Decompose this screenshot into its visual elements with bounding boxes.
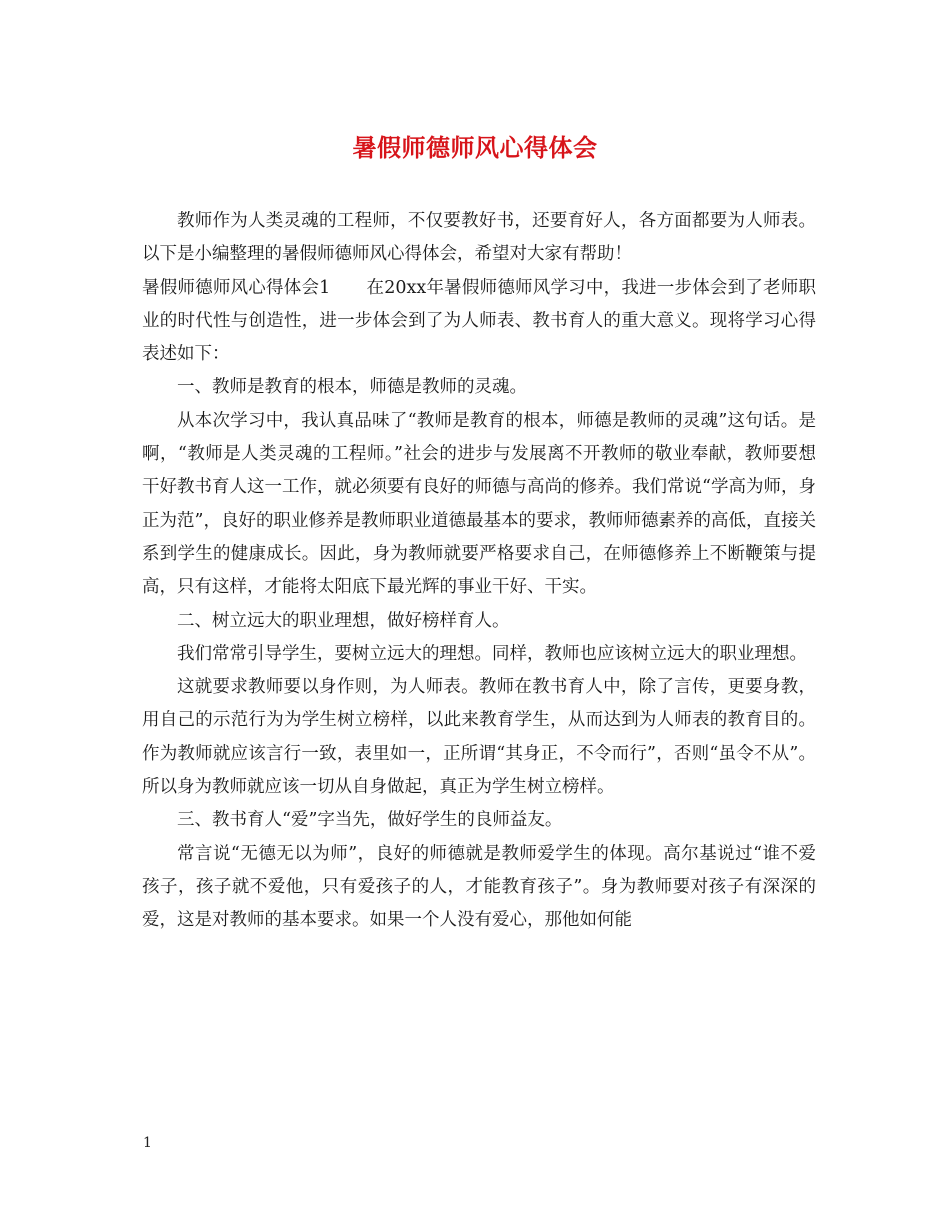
- section-body-2b: 这就要求教师要以身作则，为人师表。教师在教书育人中，除了言传，更要身教，用自己的示范行为为学生树立榜样，以此来教育学生，从而达到为人师表的教育目的。作为教师就应该言行一致，表里如一，正所谓“其身正，不令而行”，否则“虽令不从”。所以身为教师就应该一切从自身做起，真正为学生树立榜样。: [142, 677, 816, 798]
- intro-paragraph: 教师作为人类灵魂的工程师，不仅要教好书，还要育好人，各方面都要为人师表。以下是小编整理的暑假师德师风心得体会，希望对大家有帮助！: [142, 211, 816, 265]
- section-heading-1: 一、教师是教育的根本，师德是教师的灵魂。: [177, 377, 527, 398]
- experience-paragraph: [142, 272, 816, 372]
- experience-label: 暑假师德师风心得体会1: [142, 277, 331, 298]
- experience-text: 在20xx年暑假师德师风学习中，我进一步体会到了老师职业的时代性与创造性，进一步体会到了为人师表、教书育人的重大意义。现将学习心得表述如下：: [142, 277, 816, 365]
- section-heading-3: 三、教书育人“爱”字当先，做好学生的良师益友。: [177, 810, 563, 831]
- document-body: [142, 205, 816, 938]
- section-body-1: 从本次学习中，我认真品味了“教师是教育的根本，师德是教师的灵魂”这句话。是啊，“教师是人类灵魂的工程师。”社会的进步与发展离不开教师的敬业奉献，教师要想干好教书育人这一工作，就必须要有良好的师德与高尚的修养。我们常说“学高为师，身正为范”，良好的职业修养是教师职业道德最基本的要求，教师师德素养的高低，直接关系到学生的健康成长。因此，身为教师就要严格要求自己，在师德修养上不断鞭策与提高，只有这样，才能将太阳底下最光辉的事业干好、干实。: [142, 410, 816, 598]
- section-heading-2: 二、树立远大的职业理想，做好榜样育人。: [177, 610, 510, 631]
- document-title: 暑假师德师风心得体会: [352, 133, 598, 162]
- page-number: 1: [143, 1135, 152, 1151]
- section-body-3: 常言说“无德无以为师”，良好的师德就是教师爱学生的体现。高尔基说过“谁不爱孩子，孩子就不爱他，只有爱孩子的人，才能教育孩子”。身为教师要对孩子有深深的爱，这是对教师的基本要求。如果一个人没有爱心，那他如何能: [142, 843, 816, 931]
- section-body-2a: 我们常常引导学生，要树立远大的理想。同样，教师也应该树立远大的职业理想。: [177, 643, 807, 664]
